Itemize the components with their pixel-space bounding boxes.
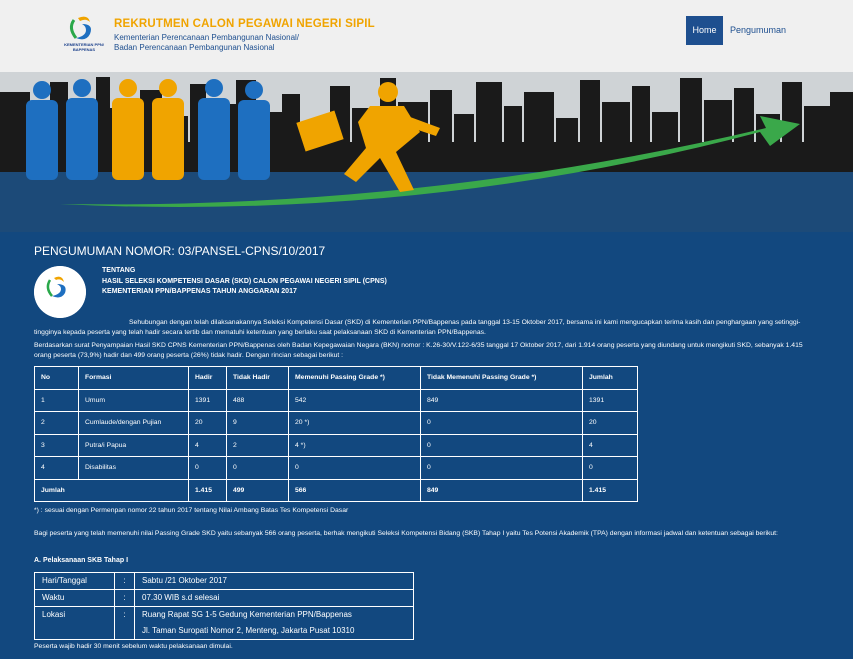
table-cell: 2 [227, 434, 289, 457]
table-row [35, 573, 414, 590]
table-header-row [35, 367, 638, 390]
table-cell: Disabilitas [79, 457, 189, 480]
attendance-note: Peserta wajib hadir 30 menit sebelum waktu pelaksanaan dimulai. [34, 643, 233, 650]
skyline-illustration [0, 72, 853, 232]
table-cell: 0 [421, 412, 583, 435]
table-cell: 0 [289, 457, 421, 480]
table-cell: 3 [35, 434, 79, 457]
table-cell: 488 [227, 389, 289, 412]
site-subtitle-line-1: Kementerian Perencanaan Pembangunan Nasional/ [114, 33, 300, 42]
skb-location-line-2: Jl. Taman Suropati Nomor 2, Menteng, Jakarta Pusat 10310 [142, 626, 355, 635]
table-header: Hadir [189, 367, 227, 390]
table-cell: 20 [189, 412, 227, 435]
table-cell: 4 [583, 434, 638, 457]
announcement-title: PENGUMUMAN NOMOR: 03/PANSEL-CPNS/10/2017 [34, 244, 326, 258]
table-cell: 849 [421, 479, 583, 502]
table-cell: 1 [35, 389, 79, 412]
table-row [35, 434, 638, 457]
result-paragraph: Berdasarkan surat Penyampaian Hasil SKD CPNS Kementerian PPN/Bappenas oleh Badan Kepegawaian Negara (BKN) nomor : K.26-30/V.122-6/35 tanggal 17 Oktober 2017, dari 1.914 orang peserta yang diundang untuk mengikuti SKD, sebanyak 1.415 orang peserta (73,9%) hadir dan 499 orang peserta (26%) tidak hadir. Dengan rincian sebagai berikut : [34, 342, 803, 359]
skb-colon: : [115, 607, 135, 640]
table-total-row [35, 479, 638, 502]
table-row [35, 412, 638, 435]
table-row [35, 389, 638, 412]
skb-colon: : [115, 590, 135, 607]
table-cell: 1.415 [583, 479, 638, 502]
skb-value: 07.30 WIB s.d selesai [135, 590, 414, 607]
section-a-heading: A. Pelaksanaan SKB Tahap I [34, 557, 129, 564]
subject-line-1: TENTANG [102, 267, 136, 274]
table-cell: 4 *) [289, 434, 421, 457]
intro-paragraph: Sehubungan dengan telah dilaksanakannya Seleksi Kompetensi Dasar (SKD) di Kementerian PPN/Bappenas pada tanggal 13-15 Oktober 2017, bersama ini kami mengucapkan terima kasih dan penghargaan yang setinggi-tingginya kepada peserta yang telah hadir secara tertib dan mematuhi ketentuan yang berlaku saat pelaksanaan SKD di Kementerian PPN/Bappenas. [34, 319, 801, 336]
table-cell: 0 [583, 457, 638, 480]
table-total-label: Jumlah [35, 479, 189, 502]
table-cell: 542 [289, 389, 421, 412]
table-cell: 1.415 [189, 479, 227, 502]
skb-label: Waktu [35, 590, 115, 607]
table-header: Tidak Hadir [227, 367, 289, 390]
table-note: *) : sesuai dengan Permenpan nomor 22 tahun 2017 tentang Nilai Ambang Batas Tes Kompetensi Dasar [34, 507, 349, 514]
table-cell: 4 [35, 457, 79, 480]
table-cell: 20 *) [289, 412, 421, 435]
table-cell: 0 [227, 457, 289, 480]
table-header: No [35, 367, 79, 390]
table-cell: 4 [189, 434, 227, 457]
table-header: Memenuhi Passing Grade *) [289, 367, 421, 390]
table-cell: Cumlaude/dengan Pujian [79, 412, 189, 435]
bappenas-round-logo [34, 266, 86, 318]
skb-paragraph: Bagi peserta yang telah memenuhi nilai Passing Grade SKD yaitu sebanyak 566 orang peserta, berhak mengikuti Seleksi Kompetensi Bidang (SKB) Tahap I yaitu Tes Potensi Akademik (TPA) dengan informasi jadwal dan ketentuan sebagai berikut: [34, 530, 778, 537]
site-header [0, 0, 853, 72]
table-cell: 9 [227, 412, 289, 435]
table-cell: 849 [421, 389, 583, 412]
nav-home-link[interactable]: Home [686, 16, 723, 45]
results-table [34, 366, 638, 502]
table-row [35, 607, 414, 640]
skb-label: Lokasi [35, 607, 115, 640]
announcement-subject [102, 266, 387, 298]
table-cell: 2 [35, 412, 79, 435]
table-cell: Putra/i Papua [79, 434, 189, 457]
site-subtitle [114, 33, 299, 53]
table-cell: 1391 [189, 389, 227, 412]
table-cell: 0 [421, 457, 583, 480]
table-cell: Umum [79, 389, 189, 412]
table-row [35, 590, 414, 607]
logo-caption: KEMENTERIAN PPN/ BAPPENAS [64, 42, 104, 52]
table-header: Tidak Memenuhi Passing Grade *) [421, 367, 583, 390]
skb-label: Hari/Tanggal [35, 573, 115, 590]
table-row [35, 457, 638, 480]
table-cell: 1391 [583, 389, 638, 412]
table-cell: 0 [189, 457, 227, 480]
table-cell: 0 [421, 434, 583, 457]
hero-banner [0, 72, 853, 232]
skb-value [135, 607, 414, 640]
site-subtitle-line-2: Badan Perencanaan Pembangunan Nasional [114, 43, 275, 52]
skb-value: Sabtu /21 Oktober 2017 [135, 573, 414, 590]
skb-schedule-table [34, 572, 414, 640]
table-header: Jumlah [583, 367, 638, 390]
table-cell: 566 [289, 479, 421, 502]
subject-line-2: HASIL SELEKSI KOMPETENSI DASAR (SKD) CALON PEGAWAI NEGERI SIPIL (CPNS) [102, 277, 387, 285]
subject-line-3: KEMENTERIAN PPN/BAPPENAS TAHUN ANGGARAN 2017 [102, 288, 297, 295]
table-cell: 499 [227, 479, 289, 502]
table-cell: 20 [583, 412, 638, 435]
table-header: Formasi [79, 367, 189, 390]
nav-pengumuman-link[interactable]: Pengumuman [730, 25, 787, 35]
site-title: REKRUTMEN CALON PEGAWAI NEGERI SIPIL [114, 18, 375, 30]
skb-location-line-1: Ruang Rapat SG 1-5 Gedung Kementerian PPN/Bappenas [142, 610, 352, 619]
skb-colon: : [115, 573, 135, 590]
